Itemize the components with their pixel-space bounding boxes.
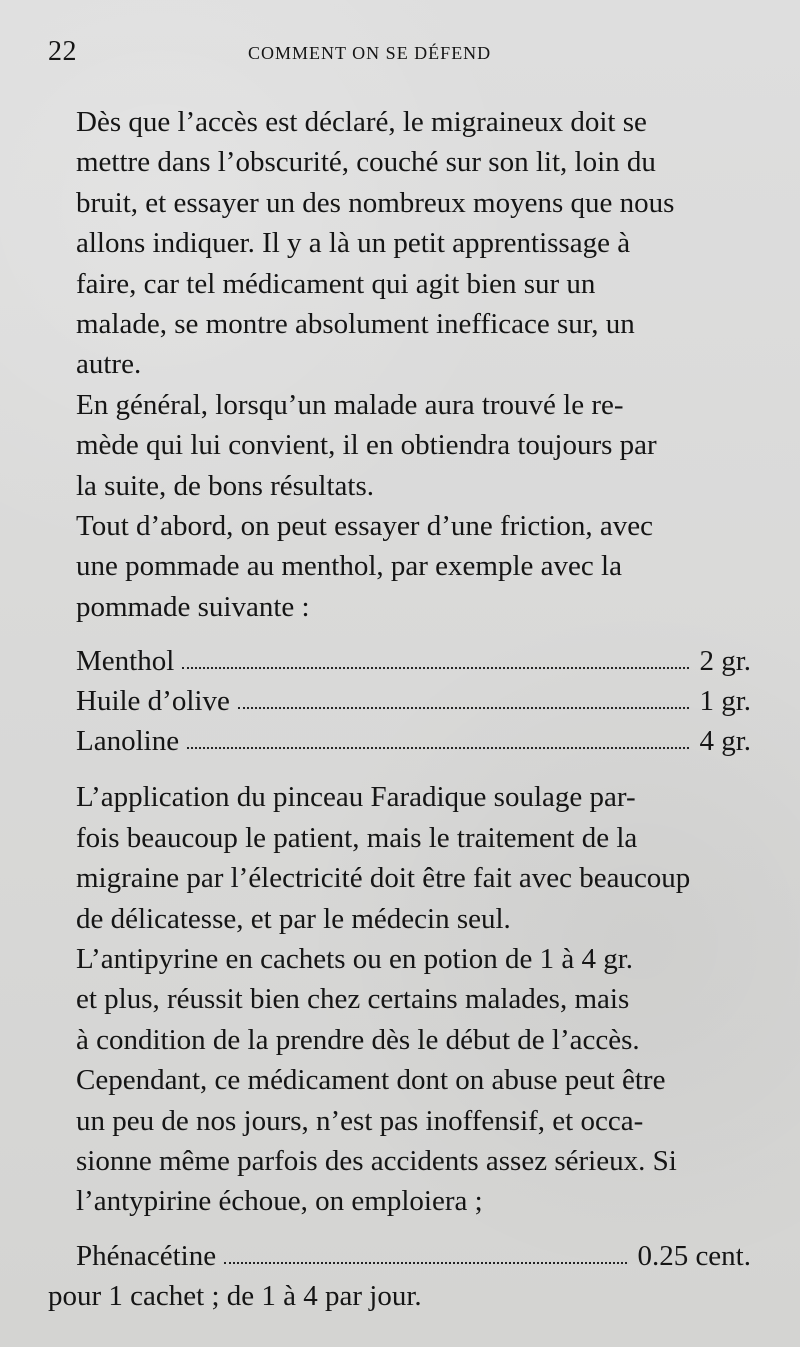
paragraph-line: fois beaucoup le patient, mais le traitement de la (76, 821, 638, 854)
paragraph-line: Cependant, ce médicament dont on abuse peut être (76, 1064, 666, 1097)
paragraph-line: bruit, et essayer un des nombreux moyens que nous (76, 186, 675, 219)
paragraph-line: mède qui lui convient, il en obtiendra toujours par (76, 429, 657, 462)
page-content (48, 102, 758, 1316)
paragraph-line: et plus, réussit bien chez certains malades, mais (76, 983, 630, 1016)
paragraph-5 (48, 939, 758, 1222)
menthol-recipe (76, 641, 751, 761)
recipe-row (76, 681, 751, 721)
dosage-note: pour 1 cachet ; de 1 à 4 par jour. (48, 1279, 422, 1312)
paragraph-line: malade, se montre absolument inefficace sur, un (76, 308, 635, 341)
paragraph-line: L’antipyrine en cachets ou en potion de 1 à 4 gr. (76, 942, 634, 975)
paragraph-1 (48, 102, 758, 385)
paragraph-line: un peu de nos jours, n’est pas inoffensif, et occa- (76, 1104, 644, 1137)
dot-leader (182, 667, 689, 669)
paragraph-line: l’antypirine échoue, on emploiera ; (76, 1185, 483, 1218)
paragraph-line: de délicatesse, et par le médecin seul. (76, 902, 511, 935)
page-header (48, 36, 752, 76)
paragraph-4 (48, 777, 758, 939)
dot-leader (224, 1262, 627, 1264)
paragraph-line: autre. (76, 348, 142, 381)
ingredient-quantity: 1 gr. (699, 685, 751, 718)
ingredient-quantity: 2 gr. (699, 645, 751, 678)
paragraph-line: En général, lorsqu’un malade aura trouvé le re- (76, 388, 624, 421)
paragraph-line: la suite, de bons résultats. (76, 469, 375, 502)
paragraph-line: à condition de la prendre dès le début de l’accès. (76, 1023, 640, 1056)
paragraph-line: L’application du pinceau Faradique soulage par- (76, 781, 636, 814)
paragraph-line: allons indiquer. Il y a là un petit apprentissage à (76, 227, 631, 260)
dot-leader (238, 707, 690, 709)
paragraph-line: Tout d’abord, on peut essayer d’une friction, avec (76, 510, 653, 543)
ingredient-quantity: 4 gr. (699, 725, 751, 758)
page-number: 22 (48, 36, 77, 67)
paragraph-line: Dès que l’accès est déclaré, le migraineux doit se (76, 106, 647, 138)
paragraph-2 (48, 385, 758, 506)
dot-leader (187, 747, 689, 749)
ingredient-name: Lanoline (76, 725, 180, 758)
paragraph-line: faire, car tel médicament qui agit bien sur un (76, 267, 596, 300)
paragraph-line: sionne même parfois des accidents assez sérieux. Si (76, 1144, 677, 1177)
ingredient-name: Huile d’olive (76, 685, 230, 718)
recipe-row (76, 1236, 751, 1276)
paragraph-line: une pommade au menthol, par exemple avec la (76, 550, 622, 583)
running-title: COMMENT ON SE DÉFEND (248, 43, 492, 63)
ingredient-quantity: 0.25 cent. (637, 1239, 751, 1272)
ingredient-name: Phénacétine (76, 1239, 217, 1272)
paragraph-line: migraine par l’électricité doit être fait avec beaucoup (76, 862, 691, 895)
phenacetin-recipe (48, 1236, 758, 1316)
recipe-row (76, 721, 751, 761)
paragraph-line: pommade suivante : (76, 590, 310, 623)
ingredient-name: Menthol (76, 645, 175, 678)
paragraph-3 (48, 506, 758, 627)
recipe-row (76, 641, 751, 681)
paragraph-line: mettre dans l’obscurité, couché sur son lit, loin du (76, 146, 656, 179)
